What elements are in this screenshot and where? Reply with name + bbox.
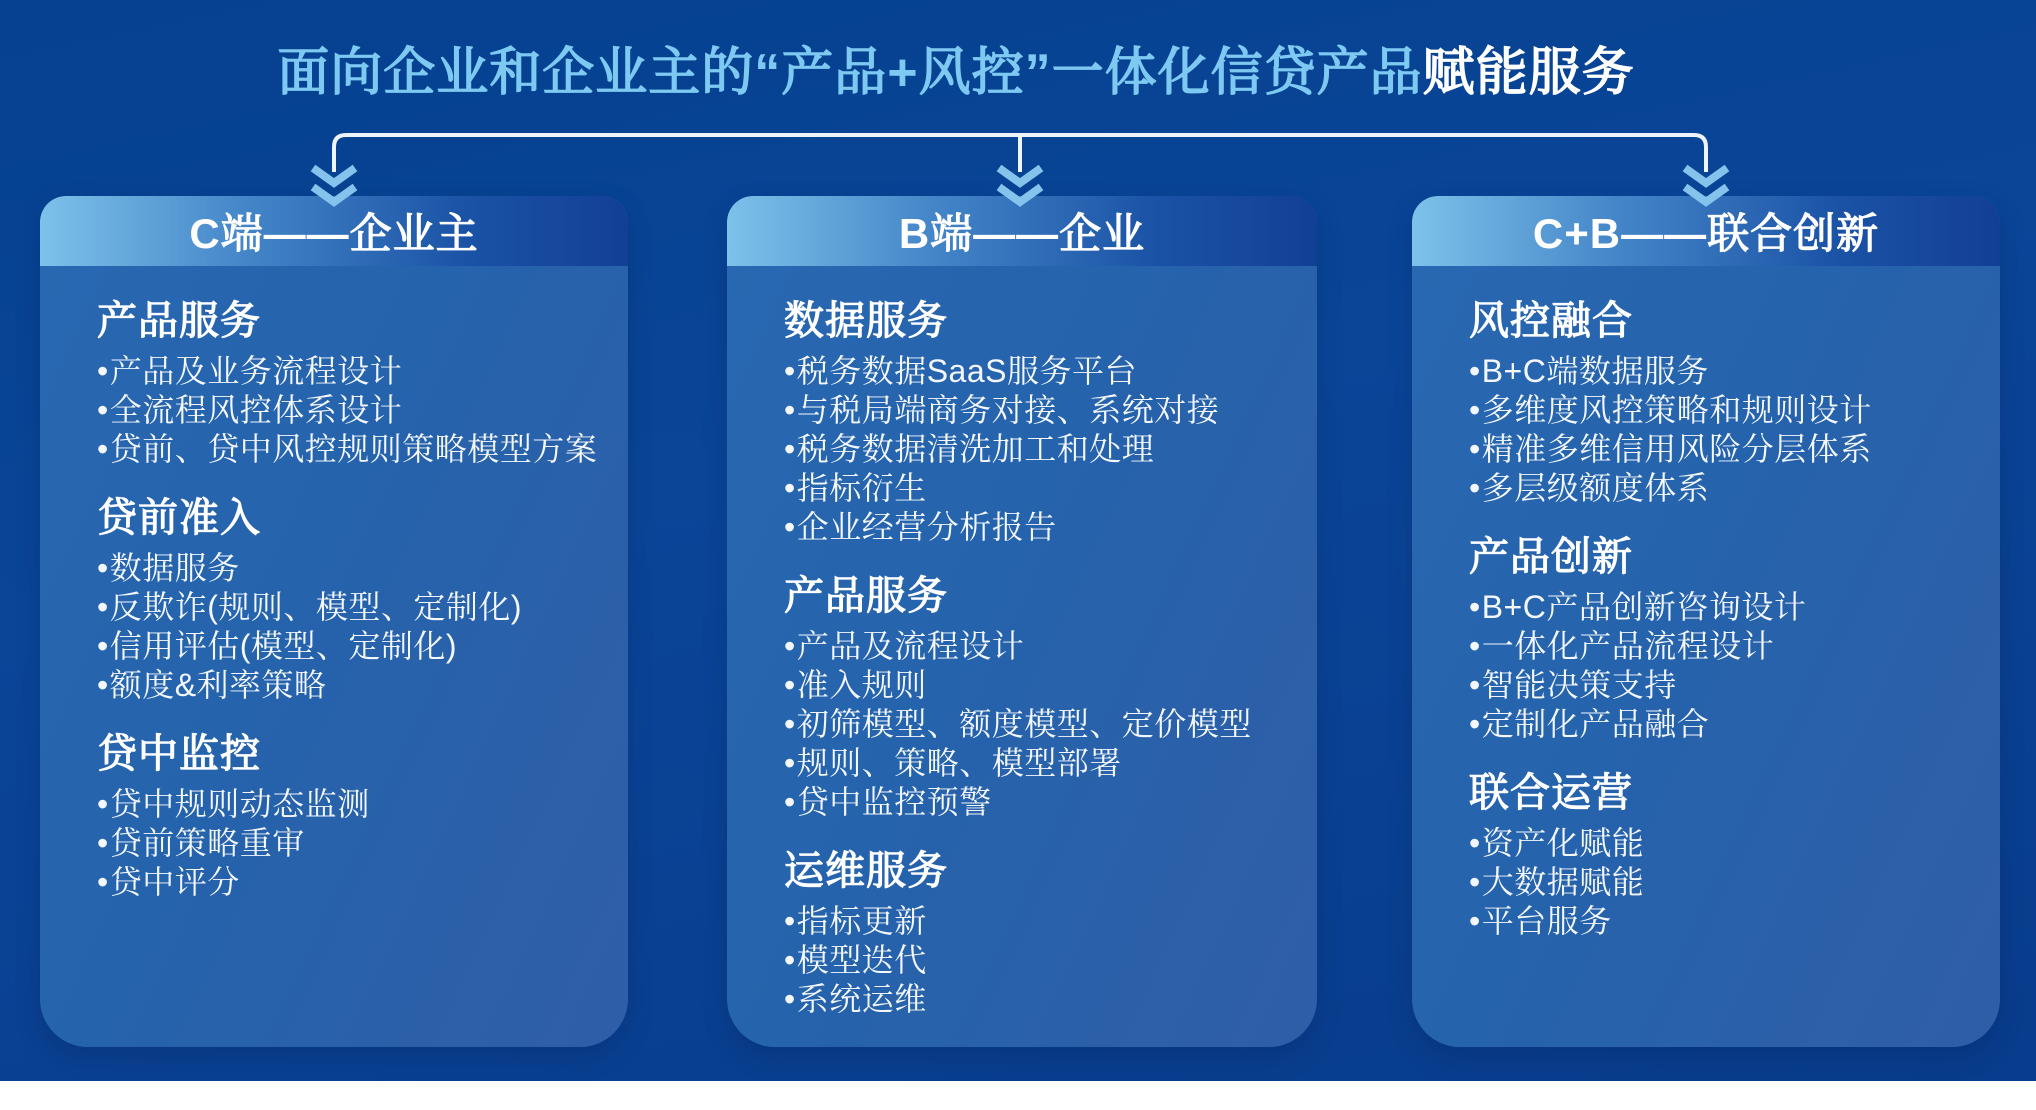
card-cb-joint-body	[1412, 266, 2000, 941]
list-item: • 贷中规则动态监测	[97, 785, 604, 824]
arrow-chevron-left	[313, 168, 355, 202]
section-joint-operation	[1469, 770, 1976, 941]
card-header-label: C端——企业主	[189, 210, 479, 257]
list-item: • 一体化产品流程设计	[1469, 627, 1976, 666]
list-item: • 产品及流程设计	[784, 627, 1293, 666]
section-product-innovation	[1469, 534, 1976, 744]
list-item: • 定制化产品融合	[1469, 705, 1976, 744]
bracket-line	[334, 135, 1706, 172]
list-item: • 额度&利率策略	[97, 666, 604, 705]
section-title: 运维服务	[784, 849, 948, 893]
section-item-list	[784, 627, 1293, 822]
section-data-service	[784, 298, 1293, 547]
list-item: • 反欺诈(规则、模型、定制化)	[97, 588, 604, 627]
list-item: • 贷中监控预警	[784, 783, 1293, 822]
list-item: • B+C产品创新咨询设计	[1469, 588, 1976, 627]
section-title: 贷前准入	[97, 496, 261, 540]
section-item-list	[97, 352, 604, 469]
section-item-list	[1469, 352, 1976, 508]
list-item: • 准入规则	[784, 666, 1293, 705]
list-item: • 系统运维	[784, 980, 1293, 1019]
list-item: • 初筛模型、额度模型、定价模型	[784, 705, 1293, 744]
list-item: • B+C端数据服务	[1469, 352, 1976, 391]
page-title-highlight: 面向企业和企业主的“产品+风控”一体化信贷产品	[277, 44, 1423, 102]
section-in-loan-monitoring	[97, 731, 604, 902]
list-item: • 贷前策略重审	[97, 824, 604, 863]
list-item: • 多维度风控策略和规则设计	[1469, 391, 1976, 430]
list-item: • 贷中评分	[97, 863, 604, 902]
section-risk-fusion	[1469, 298, 1976, 508]
section-item-list	[1469, 588, 1976, 744]
card-header-label: C+B——联合创新	[1532, 210, 1880, 257]
list-item: • 企业经营分析报告	[784, 508, 1293, 547]
arrow-chevron-center	[999, 168, 1041, 202]
list-item: • 智能决策支持	[1469, 666, 1976, 705]
list-item: • 税务数据SaaS服务平台	[784, 352, 1293, 391]
section-product-service	[784, 573, 1293, 822]
list-item: • 平台服务	[1469, 902, 1976, 941]
list-item: • 与税局端商务对接、系统对接	[784, 391, 1293, 430]
bottom-white-strip	[0, 1081, 2036, 1110]
section-title: 产品服务	[784, 574, 948, 618]
list-item: • 指标衍生	[784, 469, 1293, 508]
list-item: • 资产化赋能	[1469, 824, 1976, 863]
card-c-side-body	[40, 266, 628, 902]
section-title: 产品创新	[1469, 535, 1633, 579]
list-item: • 信用评估(模型、定制化)	[97, 627, 604, 666]
card-b-side-body	[727, 266, 1317, 1019]
page-title-suffix: 赋能服务	[1422, 44, 1635, 102]
list-item: • 指标更新	[784, 902, 1293, 941]
card-c-side	[40, 196, 628, 1047]
connector-arrows	[0, 0, 2036, 215]
card-b-side	[727, 196, 1317, 1047]
section-item-list	[97, 549, 604, 705]
arrow-chevron-right	[1685, 168, 1727, 202]
card-cb-joint	[1412, 196, 2000, 1047]
section-title: 数据服务	[784, 299, 948, 343]
section-item-list	[784, 352, 1293, 547]
list-item: • 贷前、贷中风控规则策略模型方案	[97, 430, 604, 469]
list-item: • 数据服务	[97, 549, 604, 588]
list-item: • 产品及业务流程设计	[97, 352, 604, 391]
section-pre-loan-access	[97, 495, 604, 705]
list-item: • 大数据赋能	[1469, 863, 1976, 902]
section-title: 联合运营	[1469, 771, 1633, 815]
section-title: 风控融合	[1469, 299, 1633, 343]
section-item-list	[97, 785, 604, 902]
list-item: • 全流程风控体系设计	[97, 391, 604, 430]
section-title: 产品服务	[97, 299, 261, 343]
section-title: 贷中监控	[97, 732, 261, 776]
list-item: • 税务数据清洗加工和处理	[784, 430, 1293, 469]
list-item: • 模型迭代	[784, 941, 1293, 980]
list-item: • 多层级额度体系	[1469, 469, 1976, 508]
section-product-service	[97, 298, 604, 469]
list-item: • 规则、策略、模型部署	[784, 744, 1293, 783]
card-header-label: B端——企业	[898, 210, 1146, 257]
section-item-list	[784, 902, 1293, 1019]
section-ops-service	[784, 848, 1293, 1019]
section-item-list	[1469, 824, 1976, 941]
list-item: • 精准多维信用风险分层体系	[1469, 430, 1976, 469]
